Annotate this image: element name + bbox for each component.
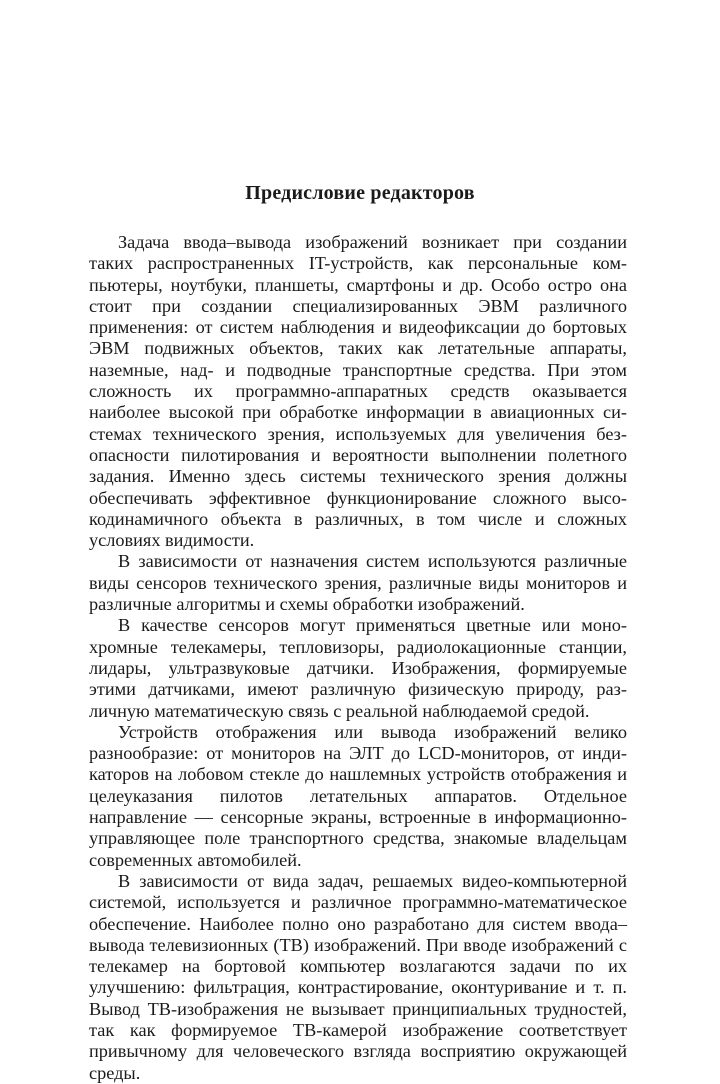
paragraph-1: Задача ввода–вывода изображений возникает при создании таких распространенных IT-устройств, как персональные компьютеры, ноутбуки, планшеты, смартфоны и др. Особо остро она стоит при создании специализированных ЭВМ различного применения: от систем наблюдения и видеофиксации до бортовых ЭВМ подвижных объектов, таких как летательные аппараты, наземные, над- и подводные транспортные средства. При этом сложность их программно-аппаратных средств оказывается наиболее высокой при обработке информации в авиационных системах технического зрения, используемых для увеличения безопасности пилотирования и вероятности выполнении полетного задания. Именно здесь системы технического зрения должны обеспечивать эффективное функционирование сложного высокодинамичного объекта в различных, в том числе и сложных условиях видимости. xyxy=(89,232,627,551)
paragraph-2: В зависимости от назначения систем используются различные виды сенсоров технического зрения, различные виды мониторов и различные алгоритмы и схемы обработки изображений. xyxy=(89,551,627,615)
paragraph-4: Устройств отображения или вывода изображений велико разнообразие: от мониторов на ЭЛТ до LCD-мониторов, от индикаторов на лобовом стекле до нашлемных устройств отображения и целеуказания пилотов летательных аппаратов. Отдельное направление — сенсорные экраны, встроенные в информационно-управляющее поле транспортного средства, знакомые владельцам современных автомобилей. xyxy=(89,721,627,870)
body-text xyxy=(89,232,627,1084)
page-title: Предисловие редакторов xyxy=(245,182,475,204)
paragraph-3: В качестве сенсоров могут применяться цветные или монохромные телекамеры, тепловизоры, радиолокационные станции, лидары, ультразвуковые датчики. Изображения, формируемые этими датчиками, имеют различную физическую природу, различную математическую связь с реальной наблюдаемой средой. xyxy=(89,615,627,721)
paragraph-5: В зависимости от вида задач, решаемых видео-компьютерной системой, используется и различное программно-математическое обеспечение. Наиболее полно оно разработано для систем ввода–вывода телевизионных (ТВ) изображений. При вводе изображений с телекамер на бортовой компьютер возлагаются задачи по их улучшению: фильтрация, контрастирование, оконтуривание и т. п. Вывод ТВ-изображения не вызывает принципиальных трудностей, так как формируемое ТВ-камерой изображение соответствует привычному для человеческого взгляда восприятию окружающей среды. xyxy=(89,870,627,1083)
